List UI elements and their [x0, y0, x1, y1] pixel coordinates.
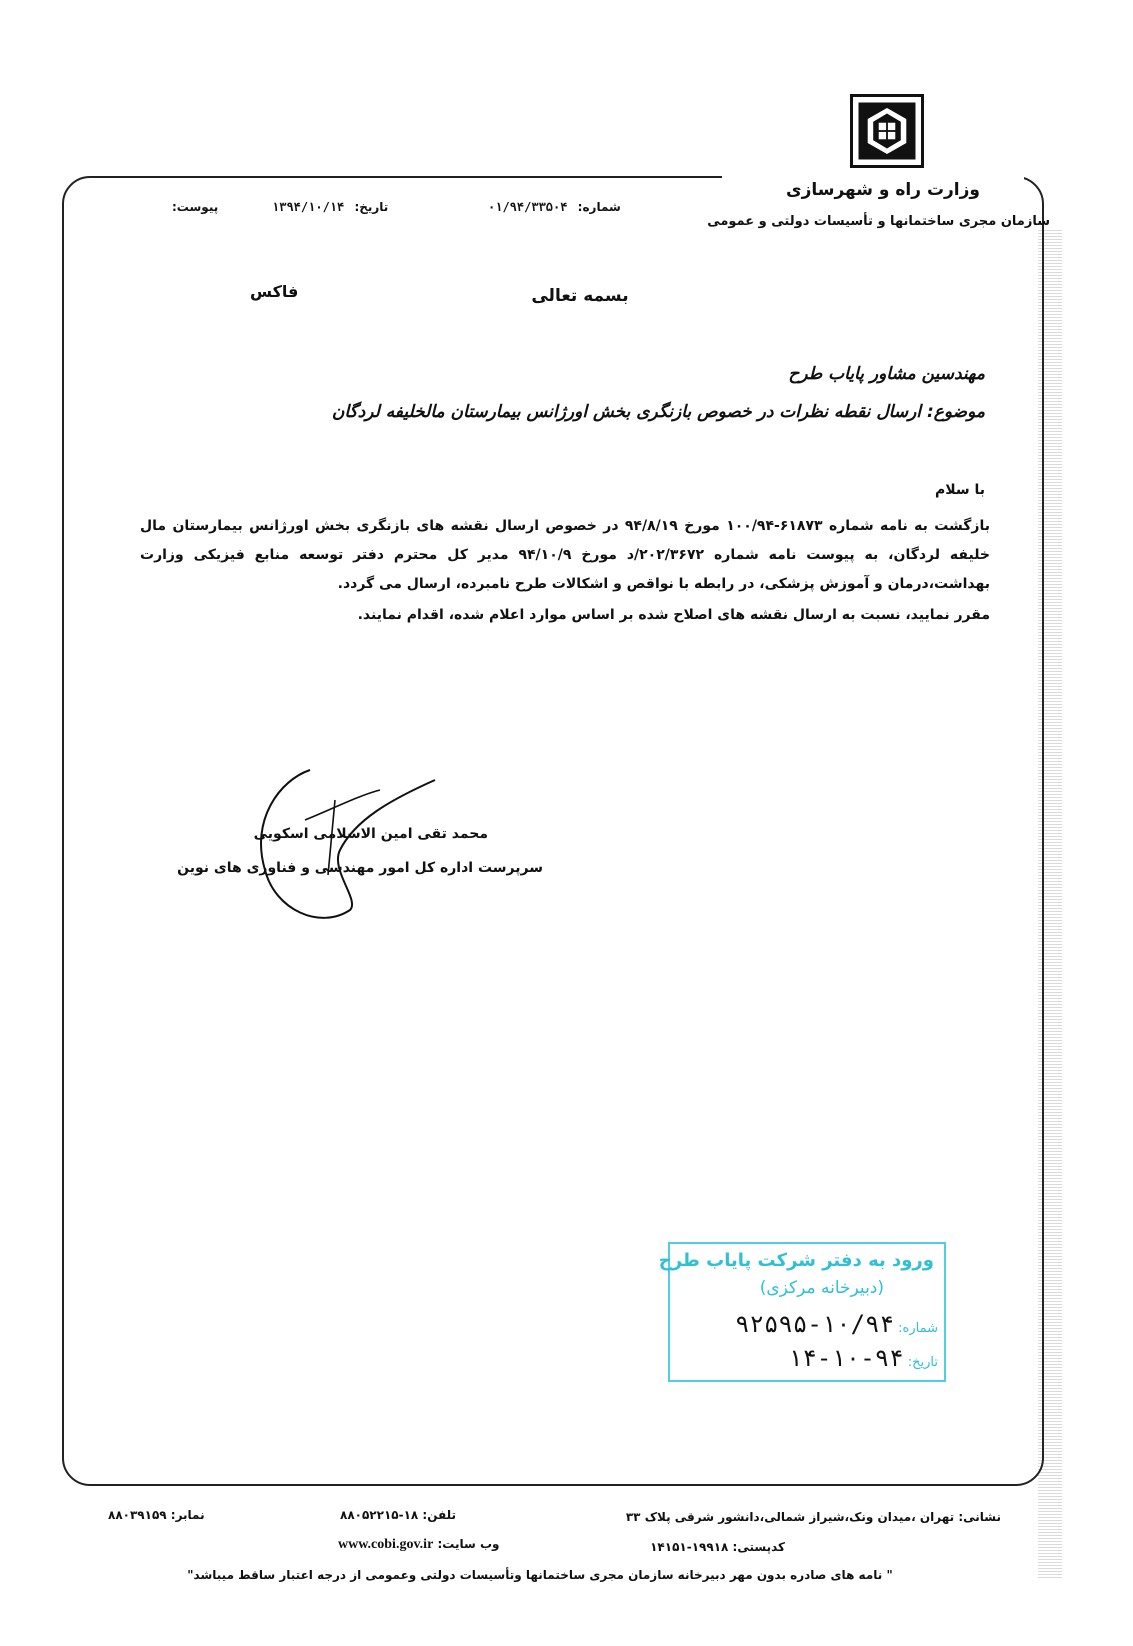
footer-phone: تلفن: ۱۸-۸۸۰۵۲۲۱۵: [340, 1508, 457, 1522]
signatory-name: محمد تقی امین الاسلامی اسکویی: [253, 826, 488, 842]
letter-body: [140, 512, 990, 630]
footer-website: [338, 1537, 499, 1553]
date-label: تاریخ:: [354, 200, 389, 214]
footer-postal-code: کدپستی: ۱۹۹۱۸-۱۴۱۵۱: [650, 1540, 785, 1554]
ministry-emblem-icon: [850, 94, 924, 168]
letter-date: [272, 200, 388, 214]
fax-label: فاکس: [250, 282, 299, 301]
stamp-number-row: [735, 1310, 938, 1338]
greeting: با سلام: [934, 482, 985, 498]
stamp-date-row: [788, 1344, 938, 1372]
signatory-title: سرپرست اداره کل امور مهندسی و فناوری های نوین: [177, 860, 543, 876]
stamp-line-2: (دبیرخانه مرکزی): [759, 1278, 884, 1298]
received-stamp: [658, 1242, 946, 1382]
subject-line: موضوع: ارسال نقطه نظرات در خصوص بازنگری بخش اورژانس بیمارستان مالخلیفه لردگان: [331, 402, 985, 422]
letter-number: [488, 200, 621, 214]
website-label: وب سایت:: [437, 1537, 500, 1551]
footer-address: نشانی: تهران ،میدان ونک،شیراز شمالی،دانشور شرقی پلاک ۳۳: [625, 1510, 1001, 1524]
stamp-line-1: ورود به دفتر شرکت پایاب طرح: [658, 1250, 934, 1271]
date-value: ۱۳۹۴/۱۰/۱۴: [272, 200, 345, 214]
body-paragraph-2: مقرر نمایید، نسبت به ارسال نقشه های اصلاح شده بر اساس موارد اعلام شده، اقدام نمایند.: [357, 607, 990, 623]
website-url[interactable]: www.cobi.gov.ir: [338, 1537, 434, 1552]
handwritten-signature: [210, 760, 480, 940]
stamp-number-value: ۱۰/۹۴-۹۲۵۹۵: [735, 1310, 895, 1338]
basmala: بسمه تعالی: [531, 286, 629, 306]
number-value: ۰۱/۹۴/۳۳۵۰۴: [488, 200, 568, 214]
stamp-date-label: تاریخ:: [907, 1355, 938, 1370]
number-label: شماره:: [577, 200, 621, 214]
attachment-label: پیوست:: [172, 200, 219, 214]
footer-fax: نمابر: ۸۸۰۳۹۱۵۹: [108, 1508, 205, 1522]
footer-validity-note: " نامه های صادره بدون مهر دبیرخانه سازمان مجری ساختمانها وتأسیسات دولتی وعمومی از درجه اعتبار ساقط میباشد": [187, 1568, 893, 1582]
ministry-name: وزارت راه و شهرسازی: [785, 180, 980, 200]
stamp-number-label: شماره:: [898, 1321, 938, 1336]
recipient: مهندسین مشاور پایاب طرح: [788, 364, 985, 384]
body-paragraph-1: بازگشت به نامه شماره ۶۱۸۷۳-۱۰۰/۹۴ مورخ ۹۴/۸/۱۹ در خصوص ارسال نقشه های بازنگری بخش اورژانس بیمارستان مال خلیفه لردگان، به پیوست نامه شماره ۲۰۲/۳۶۷۲/د مورخ ۹۴/۱۰/۹ مدیر کل محترم دفتر توسعه منابع فیزیکی وزارت بهداشت،درمان و آموزش پزشکی، در رابطه با نواقص و اشکالات طرح نامبرده، ارسال می گردد.: [140, 518, 990, 592]
organization-name: سازمان مجری ساختمانها و تأسیسات دولتی و عمومی: [707, 214, 1050, 229]
stamp-date-value: ۹۴-۱۰-۱۴: [787, 1344, 904, 1372]
